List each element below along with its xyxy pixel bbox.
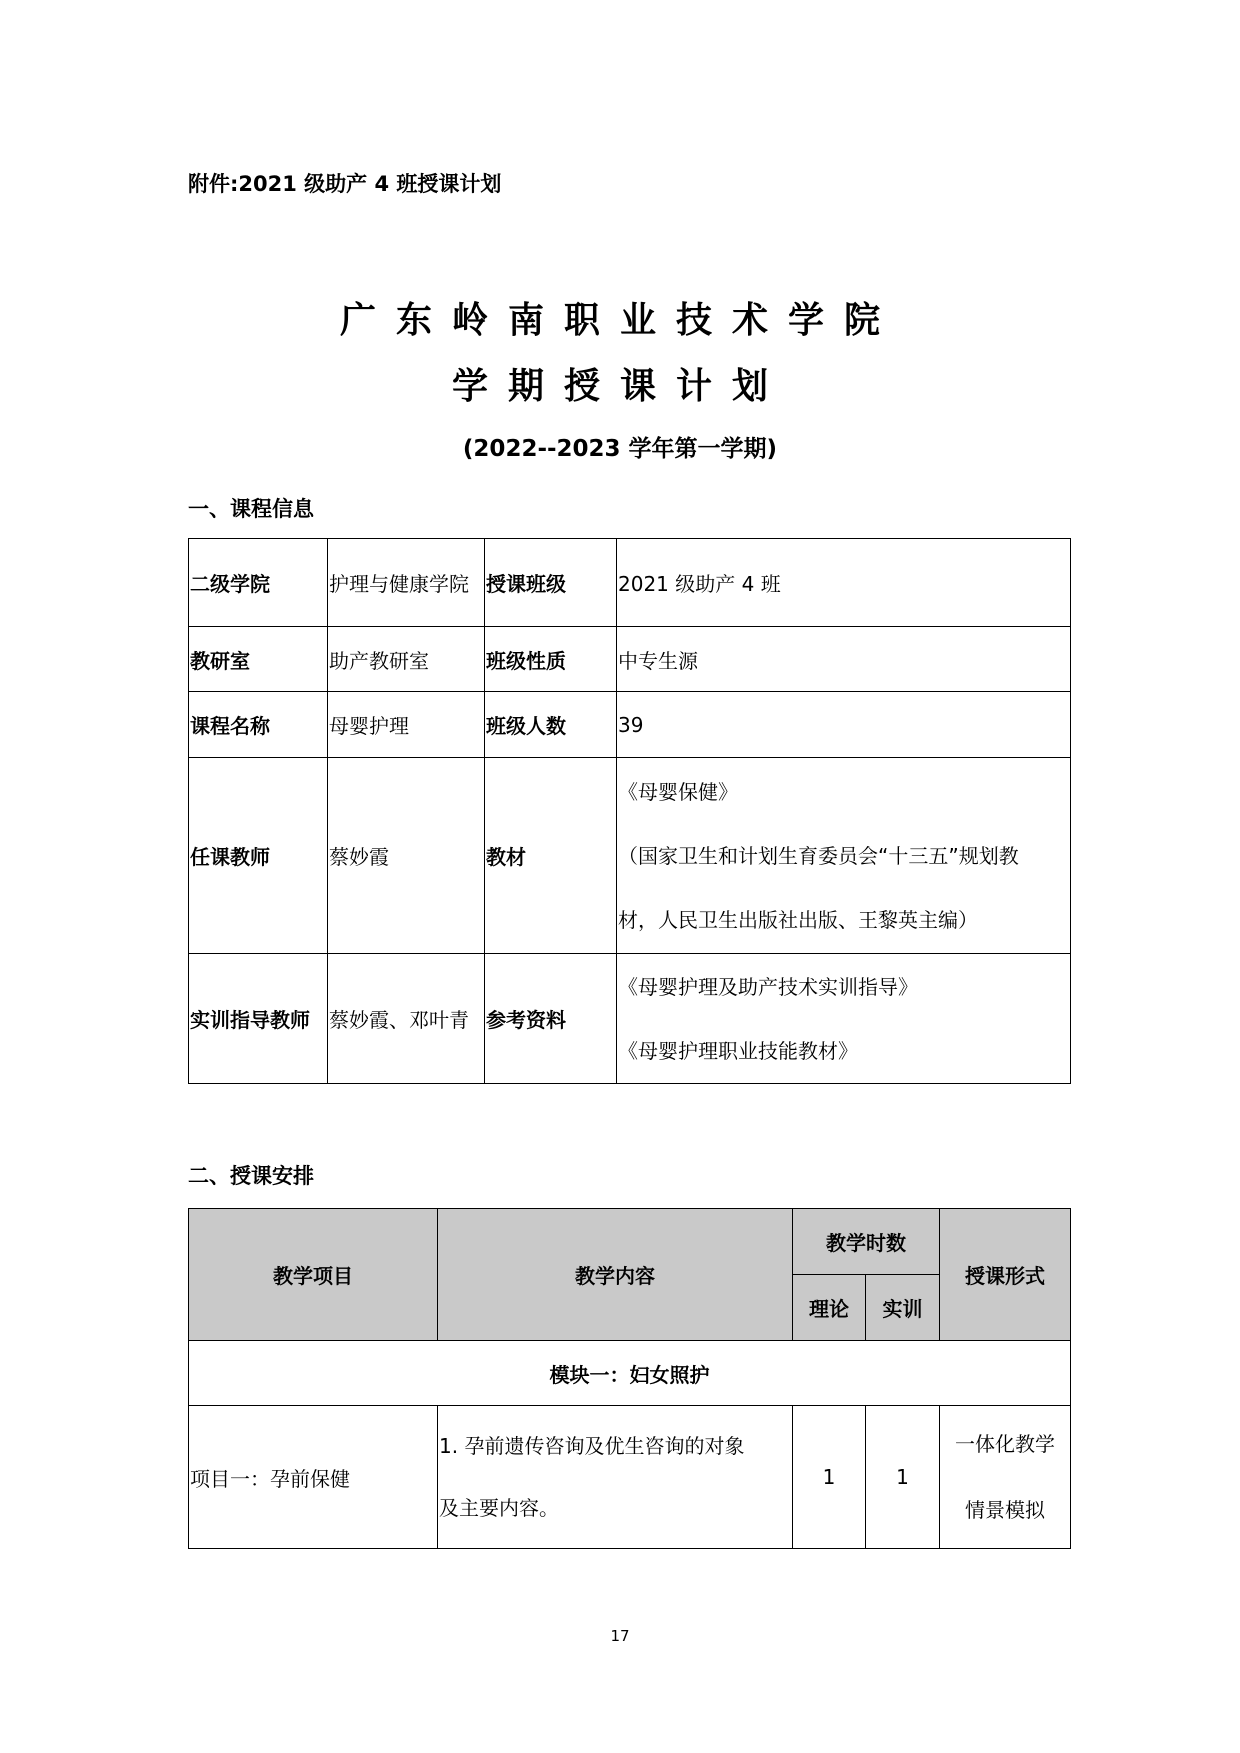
office-label: 教研室: [189, 627, 328, 692]
col-hours-header: 教学时数: [793, 1209, 940, 1275]
info-row-teacher: [189, 758, 1071, 954]
page-number: 17: [610, 1627, 630, 1645]
trainer-value: 蔡妙霞、邓叶青: [328, 954, 485, 1084]
term: (2022--2023 学年第一学期): [462, 436, 778, 462]
textbook-note-line1: （国家卫生和计划生育委员会“十三五”规划教: [618, 843, 1019, 868]
textbook-cell: [617, 758, 1071, 954]
refs-label: 参考资料: [485, 954, 617, 1084]
col-form-header: 授课形式: [940, 1209, 1071, 1341]
attachment-title: 附件:2021 级助产 4 班授课计划: [188, 172, 502, 196]
row-form-line2: 情景模拟: [965, 1498, 1045, 1522]
row-form-line1: 一体化教学: [955, 1432, 1055, 1456]
section-schedule-title: 二、授课安排: [188, 1164, 314, 1188]
textbook-note-line2: 材，人民卫生出版社出版、王黎英主编）: [618, 907, 978, 932]
section-course-info-title: 一、课程信息: [188, 497, 314, 521]
table-row: [189, 1406, 1071, 1549]
teacher-value: 蔡妙霞: [328, 758, 485, 954]
course-label: 课程名称: [189, 692, 328, 758]
schedule-table: [188, 1208, 1071, 1549]
info-row-course: [189, 692, 1071, 758]
course-value: 母婴护理: [328, 692, 485, 758]
teacher-label: 任课教师: [189, 758, 328, 954]
class-type-value: 中专生源: [617, 627, 1071, 692]
row-content: [438, 1406, 793, 1549]
row-form: [940, 1406, 1071, 1549]
doc-title: 学期授课计划: [451, 366, 788, 407]
trainer-label: 实训指导教师: [189, 954, 328, 1084]
class-value: 2021 级助产 4 班: [617, 539, 1071, 627]
info-row-college: [189, 539, 1071, 627]
class-type-label: 班级性质: [485, 627, 617, 692]
class-label: 授课班级: [485, 539, 617, 627]
college-value: 护理与健康学院: [328, 539, 485, 627]
class-size-label: 班级人数: [485, 692, 617, 758]
col-project-header: 教学项目: [189, 1209, 438, 1341]
course-info-table: [188, 538, 1071, 1084]
row-project: 项目一：孕前保健: [189, 1406, 438, 1549]
college-label: 二级学院: [189, 539, 328, 627]
module-title: 模块一：妇女照护: [189, 1341, 1071, 1406]
school-name: 广东岭南职业技术学院: [339, 300, 900, 341]
row-content-line2: 及主要内容。: [439, 1496, 559, 1520]
textbook-label: 教材: [485, 758, 617, 954]
row-practice-hours: 1: [866, 1406, 940, 1549]
col-content-header: 教学内容: [438, 1209, 793, 1341]
refs-cell: [617, 954, 1071, 1084]
office-value: 助产教研室: [328, 627, 485, 692]
row-content-line1: 1. 孕前遗传咨询及优生咨询的对象: [439, 1434, 745, 1458]
info-row-office: [189, 627, 1071, 692]
ref-item-2: 《母婴护理职业技能教材》: [618, 1038, 858, 1063]
info-row-trainer: [189, 954, 1071, 1084]
class-size-value: 39: [617, 692, 1071, 758]
col-practice-header: 实训: [866, 1275, 940, 1341]
row-theory-hours: 1: [793, 1406, 866, 1549]
module-row: [189, 1341, 1071, 1406]
textbook-title: 《母婴保健》: [618, 779, 738, 804]
col-theory-header: 理论: [793, 1275, 866, 1341]
schedule-header-row-1: [189, 1209, 1071, 1275]
ref-item-1: 《母婴护理及助产技术实训指导》: [618, 974, 918, 999]
